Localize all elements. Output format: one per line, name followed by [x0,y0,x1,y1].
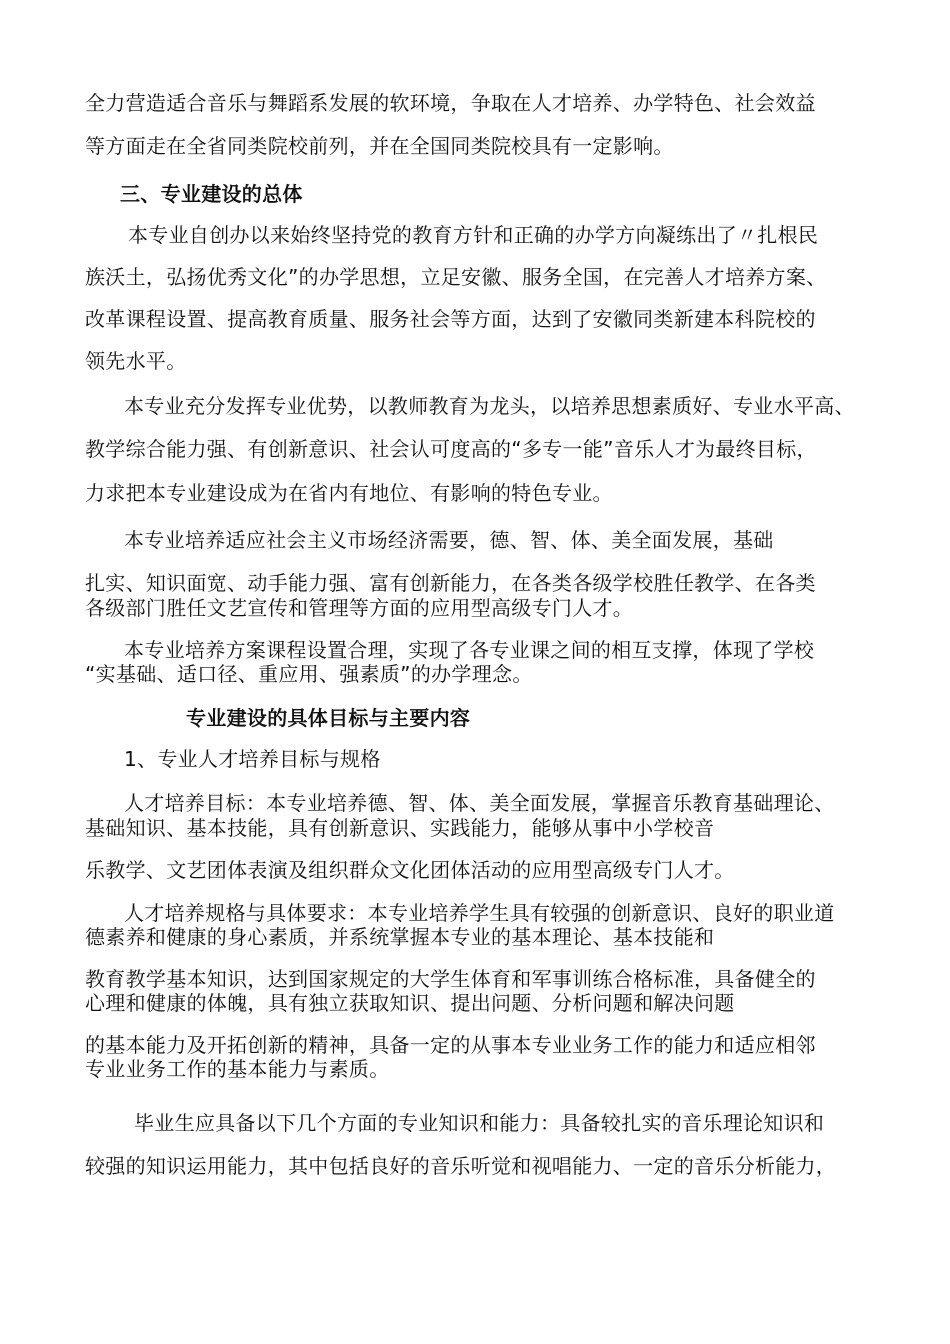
paragraph-line: 较强的知识运用能力，其中包括良好的音乐听觉和视唱能力、一定的音乐分析能力， [85,1154,837,1178]
paragraph-line: 心理和健康的体魄，具有独立获取知识、提出问题、分析问题和解决问题 [85,991,735,1015]
paragraph-line: 教育教学基本知识，达到国家规定的大学生体育和军事训练合格标准，具备健全的 [85,967,816,991]
paragraph-line: 本专业培养适应社会主义市场经济需要，德、智、体、美全面发展，基础 [124,528,774,552]
paragraph-line: 本专业自创办以来始终坚持党的教育方针和正确的办学方向凝练出了〃扎根民 [128,223,819,247]
paragraph-line: 乐教学、文艺团体表演及组织群众文化团体活动的应用型高级专门人才。 [85,858,735,882]
paragraph-line: 基础知识、基本技能，具有创新意识、实践能力，能够从事中小学校音 [85,816,715,840]
paragraph-line: 扎实、知识面宽、动手能力强、富有创新能力，在各类各级学校胜任教学、在各类 [85,571,816,595]
paragraph-line: 本专业充分发挥专业优势，以教师教育为龙头，以培养思想素质好、专业水平高、 [124,394,855,418]
paragraph-line: 领先水平。 [85,349,187,373]
paragraph-line: 本专业培养方案课程设置合理，实现了各专业课之间的相互支撑，体现了学校 [124,638,815,662]
paragraph-line: 德素养和健康的身心素质，并系统掌握本专业的基本理论、基本技能和 [85,925,715,949]
paragraph-line: “实基础、适口径、重应用、强素质”的办学理念。 [85,662,533,686]
section-heading: 三、专业建设的总体 [120,182,303,206]
paragraph-line: 力求把本专业建设成为在省内有地位、有影响的特色专业。 [85,481,613,505]
paragraph-line: 全力营造适合音乐与舞蹈系发展的软环境，争取在人才培养、办学特色、社会效益 [85,91,816,115]
paragraph-line: 等方面走在全省同类院校前列，并在全国同类院校具有一定影响。 [85,134,674,158]
paragraph-line: 的基本能力及开拓创新的精神，具备一定的从事本专业业务工作的能力和适应相邻 [85,1033,816,1057]
section-heading: 专业建设的具体目标与主要内容 [186,706,471,730]
paragraph-line: 毕业生应具备以下几个方面的专业知识和能力：具备较扎实的音乐理论知识和 [134,1111,825,1135]
paragraph-line: 教学综合能力强、有创新意识、社会认可度高的“多专一能”音乐人才为最终目标， [85,437,817,461]
paragraph-line: 各级部门胜任文艺宣传和管理等方面的应用型高级专门人才。 [85,596,634,620]
paragraph-line: 人才培养目标：本专业培养德、智、体、美全面发展，掌握音乐教育基础理论、 [124,791,835,815]
paragraph-line: 专业业务工作的基本能力与素质。 [85,1057,390,1081]
paragraph-line: 族沃土，弘扬优秀文化”的办学思想，立足安徽、服务全国，在完善人才培养方案、 [85,265,827,289]
subsection-heading: 1、专业人才培养目标与规格 [124,747,381,771]
paragraph-line: 人才培养规格与具体要求：本专业培养学生具有较强的创新意识、良好的职业道 [124,901,835,925]
paragraph-line: 改革课程设置、提高教育质量、服务社会等方面，达到了安徽同类新建本科院校的 [85,307,816,331]
